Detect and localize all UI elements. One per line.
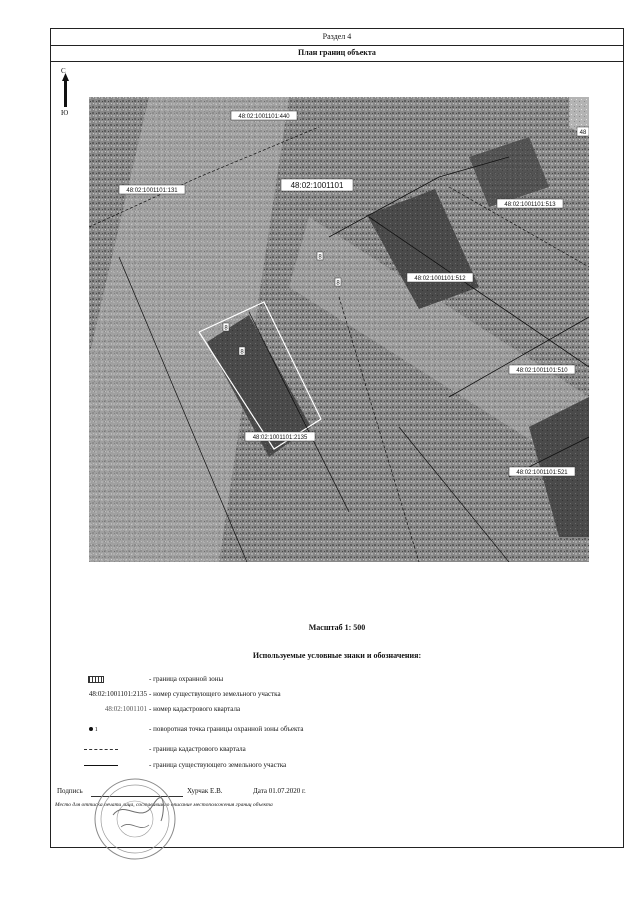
parcel-label-440[interactable] [231,111,297,120]
svg-text:48:02:1001101:513: 48:02:1001101:513 [504,202,556,208]
compass-north-label: С [61,67,66,75]
signer-name: Хурчак Е.В. [187,787,223,795]
svg-text:48: 48 [579,130,587,136]
parcel-label-512[interactable] [407,273,473,282]
dashed-line-icon [84,749,118,750]
svg-text:48:02:1001101: 48:02:1001101 [290,181,344,190]
map-canvas [89,97,589,562]
zone-boundary-icon [88,676,104,683]
svg-text:48:02:1001101:512: 48:02:1001101:512 [414,276,466,282]
legend-item-turning-point: 1 - поворотная точка границы охранной зоны объекта [51,723,623,735]
svg-text:48:02:1001101:2135: 48:02:1001101:2135 [252,435,308,441]
plan-title: План границ объекта [51,45,623,62]
parcel-label-edge[interactable] [577,127,589,136]
aerial-map[interactable] [89,97,589,562]
turning-point[interactable] [335,278,341,287]
svg-text:8: 8 [240,349,244,356]
turning-point[interactable] [239,347,245,356]
svg-text:48:02:1001101:510: 48:02:1001101:510 [516,368,568,374]
compass [58,67,74,117]
legend-title: Используемые условные знаки и обозначения: [252,651,422,660]
parcel-label-513[interactable] [497,199,563,208]
turning-point[interactable] [317,252,323,261]
section-header: Раздел 4 [51,29,623,46]
svg-text:48:02:1001101:440: 48:02:1001101:440 [238,114,290,120]
legend-item-quarter-number: 48:02:1001101 - номер кадастрового квартала [104,705,241,713]
turning-point-icon [89,727,93,731]
turning-point[interactable] [223,323,229,332]
svg-text:8: 8 [224,325,228,332]
document-sheet [50,28,624,848]
parcel-label-131[interactable] [119,185,185,194]
svg-text:8: 8 [318,254,322,261]
quarter-label[interactable] [281,179,353,191]
legend-item-parcel-boundary: - граница существующего земельного участка [51,759,623,771]
seal-stamp-icon [91,775,179,863]
parcel-label-2135[interactable] [245,432,315,441]
legend-item-zone-boundary: - граница охранной зоны [51,673,623,685]
svg-text:8: 8 [336,280,340,287]
parcel-label-510[interactable] [509,365,575,374]
signature-date: Дата 01.07.2020 г. [253,787,306,795]
map-scale: Масштаб 1: 500 [308,623,366,632]
compass-south-label: Ю [61,109,69,117]
svg-text:48:02:1001101:131: 48:02:1001101:131 [126,188,178,194]
legend-item-parcel-number: 48:02:1001101:2135 - номер существующего земельного участка [88,690,281,698]
parcel-label-521[interactable] [509,467,575,476]
signature-label: Подпись [57,787,83,795]
stamp-note: Место для оттиска печати лица, составившего описание местоположения границ объекта [55,802,273,808]
legend-item-quarter-boundary: - граница кадастрового квартала [51,743,623,755]
svg-text:48:02:1001101:521: 48:02:1001101:521 [516,470,568,476]
solid-line-icon [84,765,118,766]
